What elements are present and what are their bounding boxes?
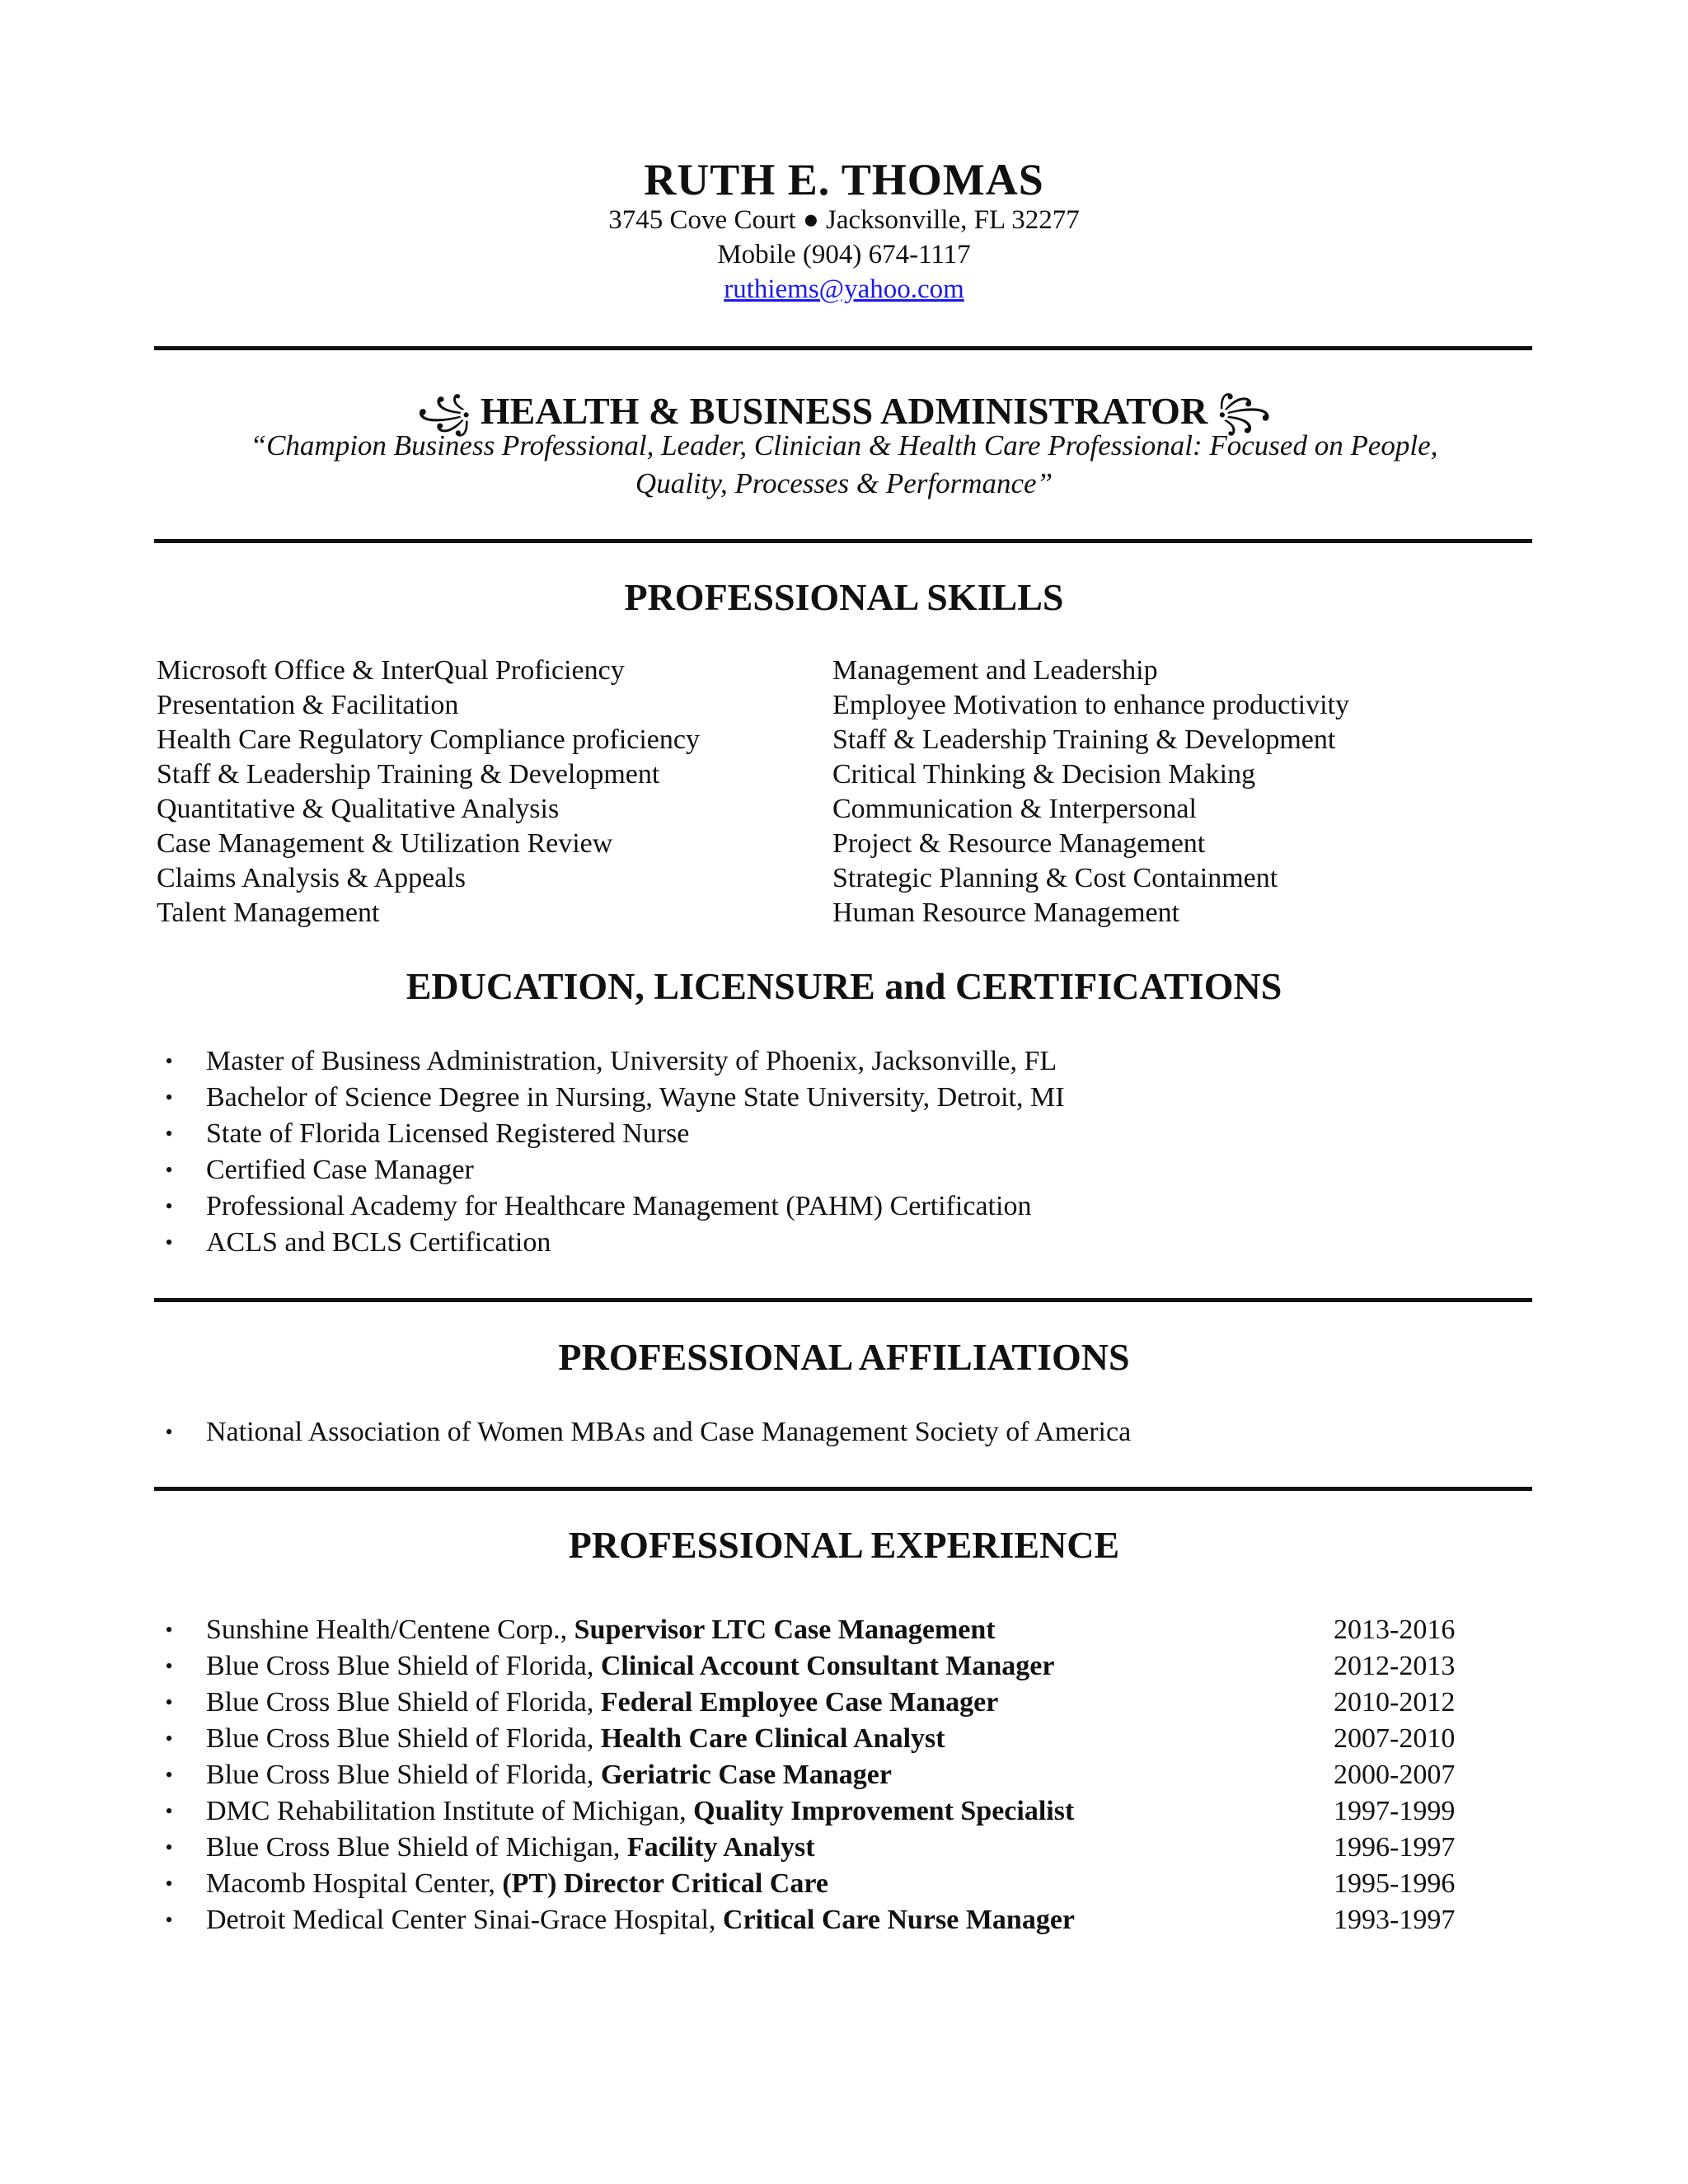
experience-row xyxy=(157,1721,1558,1757)
experience-org: Macomb Hospital Center, xyxy=(206,1868,503,1899)
experience-role: Facility Analyst xyxy=(626,1832,815,1863)
bullet-icon: • xyxy=(165,1872,173,1896)
affiliation-item: National Association of Women MBAs and Case Management Society of America xyxy=(206,1417,1132,1447)
experience-years: 1996-1997 xyxy=(1334,1832,1456,1863)
tagline-line-2: Quality, Processes & Performance” xyxy=(635,467,1053,499)
experience-years: 2000-2007 xyxy=(1334,1760,1456,1790)
education-item: Bachelor of Science Degree in Nursing, Wayne State University, Detroit, MI xyxy=(206,1082,1065,1113)
phone-number: Mobile (904) 674-1117 xyxy=(717,240,971,269)
bullet-icon: • xyxy=(165,1799,173,1823)
bullet-icon: • xyxy=(165,1049,173,1073)
experience-org: DMC Rehabilitation Institute of Michigan, xyxy=(206,1796,694,1826)
experience-row xyxy=(157,1685,1558,1721)
bullet-icon: • xyxy=(165,1763,173,1787)
experience-role: Quality Improvement Specialist xyxy=(693,1796,1075,1826)
bullet-icon: • xyxy=(165,1122,173,1146)
left-flourish-icon: ꧁ xyxy=(416,394,471,432)
skill-item: Human Resource Management xyxy=(832,898,1180,928)
experience-org: Blue Cross Blue Shield of Michigan, xyxy=(206,1832,627,1863)
bullet-icon: • xyxy=(165,1654,173,1678)
experience-row xyxy=(157,1612,1558,1648)
experience-org: Blue Cross Blue Shield of Florida, xyxy=(206,1651,601,1681)
experience-position xyxy=(206,1902,1075,1938)
skill-item: Presentation & Facilitation xyxy=(157,690,459,720)
experience-position xyxy=(206,1757,892,1793)
education-item: ACLS and BCLS Certification xyxy=(206,1227,551,1258)
skill-item: Employee Motivation to enhance productivity xyxy=(832,690,1349,720)
experience-position xyxy=(206,1685,998,1721)
divider xyxy=(154,1487,1532,1491)
skill-item: Staff & Leadership Training & Development xyxy=(832,724,1336,755)
skill-item: Talent Management xyxy=(157,898,380,928)
experience-org: Blue Cross Blue Shield of Florida, xyxy=(206,1723,601,1754)
experience-role: Federal Employee Case Manager xyxy=(600,1687,999,1718)
affiliations-section-title: PROFESSIONAL AFFILIATIONS xyxy=(558,1336,1130,1378)
skill-item: Critical Thinking & Decision Making xyxy=(832,759,1256,790)
bullet-icon: • xyxy=(165,1908,173,1932)
experience-years: 2012-2013 xyxy=(1334,1651,1456,1681)
experience-years: 2007-2010 xyxy=(1334,1723,1456,1754)
skills-section-title: PROFESSIONAL SKILLS xyxy=(624,576,1064,618)
email-link[interactable]: ruthiems@yahoo.com xyxy=(724,274,964,304)
skill-item: Staff & Leadership Training & Development xyxy=(157,759,660,790)
divider xyxy=(154,1298,1532,1302)
list-item xyxy=(157,1225,1558,1261)
bullet-icon: • xyxy=(165,1835,173,1859)
skill-item: Management and Leadership xyxy=(832,655,1158,686)
experience-position xyxy=(206,1648,1054,1685)
education-item: State of Florida Licensed Registered Nurse xyxy=(206,1118,690,1149)
skill-item: Project & Resource Management xyxy=(832,828,1206,859)
bullet-icon: • xyxy=(165,1690,173,1714)
list-item xyxy=(157,1080,1558,1116)
experience-years: 1997-1999 xyxy=(1334,1796,1456,1826)
experience-position xyxy=(206,1612,996,1648)
experience-position xyxy=(206,1866,828,1902)
experience-years: 2010-2012 xyxy=(1334,1687,1456,1718)
address: 3745 Cove Court ● Jacksonville, FL 32277 xyxy=(608,205,1080,235)
list-item xyxy=(157,1152,1558,1188)
experience-section-title: PROFESSIONAL EXPERIENCE xyxy=(568,1524,1120,1566)
experience-row xyxy=(157,1757,1558,1793)
skill-item: Case Management & Utilization Review xyxy=(157,828,613,859)
experience-row xyxy=(157,1830,1558,1866)
email-line xyxy=(0,272,1688,307)
experience-role: Clinical Account Consultant Manager xyxy=(600,1651,1055,1681)
experience-role: (PT) Director Critical Care xyxy=(502,1868,828,1899)
bullet-icon: • xyxy=(165,1230,173,1254)
skill-item: Health Care Regulatory Compliance proficiency xyxy=(157,724,700,755)
experience-row xyxy=(157,1648,1558,1685)
bullet-icon: • xyxy=(165,1618,173,1642)
experience-org: Sunshine Health/Centene Corp., xyxy=(206,1615,574,1645)
skills-right-column xyxy=(832,654,1349,930)
education-item: Master of Business Administration, University of Phoenix, Jacksonville, FL xyxy=(206,1046,1057,1076)
tagline-line-1: “Champion Business Professional, Leader, Clinician & Health Care Professional: Focused on People, xyxy=(250,429,1438,462)
experience-position xyxy=(206,1721,945,1757)
experience-row xyxy=(157,1902,1558,1938)
experience-years: 2013-2016 xyxy=(1334,1615,1456,1645)
experience-org: Blue Cross Blue Shield of Florida, xyxy=(206,1687,601,1718)
skill-item: Quantitative & Qualitative Analysis xyxy=(157,794,560,824)
skill-item: Strategic Planning & Cost Containment xyxy=(832,863,1278,893)
experience-org: Detroit Medical Center Sinai-Grace Hospital, xyxy=(206,1905,723,1935)
divider xyxy=(154,539,1532,543)
list-item xyxy=(157,1116,1558,1152)
experience-org: Blue Cross Blue Shield of Florida, xyxy=(206,1760,601,1790)
experience-years: 1993-1997 xyxy=(1334,1905,1456,1935)
experience-row xyxy=(157,1866,1558,1902)
bullet-icon: • xyxy=(165,1727,173,1750)
experience-years: 1995-1996 xyxy=(1334,1868,1456,1899)
bullet-icon: • xyxy=(165,1420,173,1444)
divider xyxy=(154,346,1532,350)
experience-role: Geriatric Case Manager xyxy=(600,1760,892,1790)
bullet-icon: • xyxy=(165,1194,173,1218)
skill-item: Microsoft Office & InterQual Proficiency xyxy=(157,655,625,686)
bullet-icon: • xyxy=(165,1158,173,1182)
right-flourish-icon: ꧂ xyxy=(1217,394,1272,432)
applicant-name: RUTH E. THOMAS xyxy=(644,155,1044,204)
experience-role: Supervisor LTC Case Management xyxy=(574,1615,996,1645)
skill-item: Claims Analysis & Appeals xyxy=(157,863,466,893)
skills-left-column xyxy=(157,654,700,930)
experience-row xyxy=(157,1793,1558,1830)
education-item: Certified Case Manager xyxy=(206,1155,474,1185)
bullet-icon: • xyxy=(165,1085,173,1109)
experience-role: Health Care Clinical Analyst xyxy=(600,1723,945,1754)
list-item xyxy=(157,1188,1558,1225)
education-section-title: EDUCATION, LICENSURE and CERTIFICATIONS xyxy=(406,965,1282,1007)
skill-item: Communication & Interpersonal xyxy=(832,794,1197,824)
experience-position xyxy=(206,1793,1074,1830)
education-item: Professional Academy for Healthcare Management (PAHM) Certification xyxy=(206,1191,1032,1221)
experience-position xyxy=(206,1830,815,1866)
list-item xyxy=(157,1043,1558,1080)
headline-title: HEALTH & BUSINESS ADMINISTRATOR xyxy=(480,390,1208,432)
experience-role: Critical Care Nurse Manager xyxy=(722,1905,1075,1935)
list-item xyxy=(157,1414,1558,1451)
